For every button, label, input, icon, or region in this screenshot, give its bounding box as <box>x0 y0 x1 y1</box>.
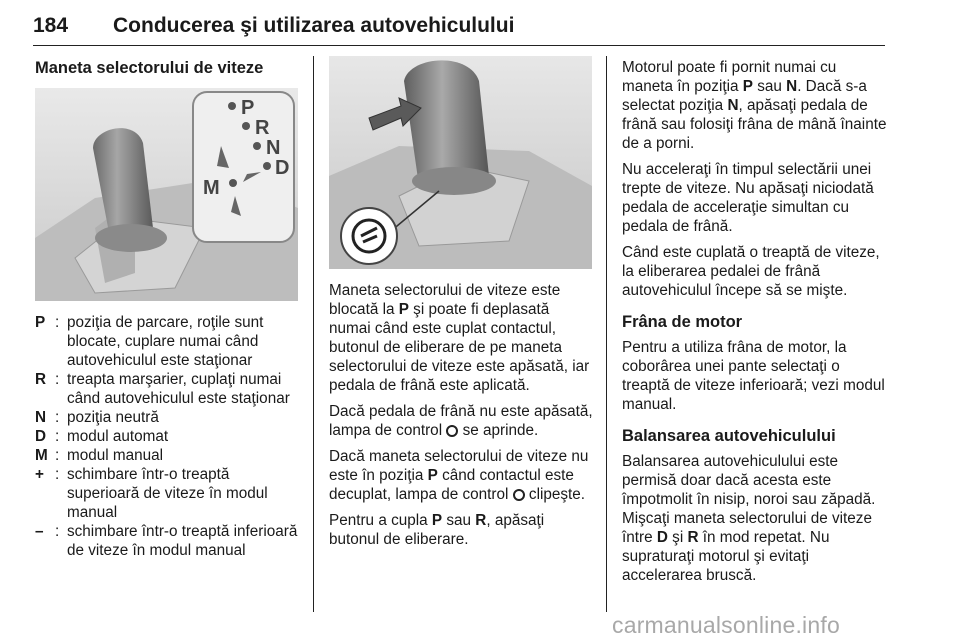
legend-sep: : <box>55 447 60 464</box>
legend-text: schimbare într-o treaptă inferioară de viteze în modul manual <box>67 523 298 559</box>
legend-row <box>35 370 301 408</box>
paragraph-engine-brake: Pentru a utiliza frâna de motor, la coborârea unei pante selectaţi o treaptă de viteze inferioară; vezi modul manual. <box>622 339 885 413</box>
legend-text: poziţia de parcare, roţile sunt blocate, cuplare numai când autovehiculul este staţionar <box>67 314 264 369</box>
gear-letter-r: R <box>255 117 270 139</box>
page-header <box>33 14 885 54</box>
brake-pedal-warning-icon <box>513 489 525 501</box>
watermark: carmanualsonline.info <box>612 612 840 638</box>
legend-key: R <box>35 371 47 388</box>
legend-key: P <box>35 314 46 331</box>
legend-sep: : <box>55 314 60 331</box>
gear-selector-illustration <box>35 88 298 301</box>
legend-sep: : <box>55 428 60 445</box>
section-title-selector-lever: Maneta selectorului de viteze <box>35 59 264 77</box>
paragraph-no-accelerate: Nu acceleraţi în timpul selectării unei trepte de viteze. Nu apăsaţi niciodată pedala de acceleraţie simultan cu pedala de frână. <box>622 161 874 235</box>
legend-row <box>35 313 301 370</box>
legend-row <box>35 446 301 465</box>
legend-text: modul manual <box>67 447 164 464</box>
legend-key: M <box>35 447 48 464</box>
legend-text: treapta marşarier, cuplaţi numai când autovehiculul este staţionar <box>67 371 290 407</box>
header-rule <box>33 45 885 46</box>
gear-letter-d: D <box>275 157 290 179</box>
paragraph-lamp-flashes: Dacă maneta selectorului de viteze nu este în poziţia P când contactul este decuplat, lampa de control clipeşte. <box>329 448 589 503</box>
column-3 <box>622 58 890 592</box>
legend-key: + <box>35 466 44 483</box>
column-divider-1 <box>313 56 314 612</box>
legend-sep: : <box>55 409 60 426</box>
legend-row <box>35 427 301 446</box>
legend-sep: : <box>55 466 60 483</box>
gear-letter-n: N <box>266 137 281 159</box>
legend-key: N <box>35 409 47 426</box>
section-title-engine-brake: Frâna de motor <box>622 313 743 331</box>
paragraph-vehicle-moves: Când este cuplată o treaptă de viteze, la eliberarea pedalei de frână autovehiculul începe să se mişte. <box>622 244 880 299</box>
legend-text: schimbare într-o treaptă superioară de viteze în modul manual <box>67 466 268 521</box>
legend-text: modul automat <box>67 428 169 445</box>
legend-row <box>35 465 301 522</box>
gear-letter-m: M <box>203 177 220 199</box>
legend-text: poziţia neutră <box>67 409 159 426</box>
legend-row <box>35 522 301 560</box>
column-1 <box>35 58 301 560</box>
legend-sep: : <box>55 371 60 388</box>
column-divider-2 <box>606 56 607 612</box>
gear-letter-p: P <box>241 97 255 119</box>
legend-key: D <box>35 428 47 445</box>
paragraph-rocking: Balansarea autovehiculului este permisă doar dacă acesta este împotmolit în nisip, noroi sau zăpadă. Mişcaţi maneta selectorului de viteze între D şi R în mod repetat. Nu supraturaţi motorul şi evitaţi accelerarea bruscă. <box>622 453 876 584</box>
legend-key: – <box>35 523 44 540</box>
paragraph-lever-locked: Maneta selectorului de viteze este blocată la P şi poate fi deplasată numai când este cuplat contactul, butonul de eliberare de pe maneta selectorului de viteze este apăsată, iar pedala de frână este aplicată. <box>329 282 590 394</box>
release-button-illustration <box>329 56 592 269</box>
chapter-title: Conducerea şi utilizarea autovehiculului <box>113 14 515 37</box>
brake-pedal-warning-icon <box>446 425 458 437</box>
legend-row <box>35 408 301 427</box>
paragraph-engage-p-r: Pentru a cupla P sau R, apăsaţi butonul de eliberare. <box>329 512 545 548</box>
page-number: 184 <box>33 14 69 37</box>
section-title-rocking: Balansarea autovehiculului <box>622 427 836 445</box>
legend-sep: : <box>55 523 60 540</box>
gear-legend <box>35 313 301 560</box>
column-2 <box>329 58 593 556</box>
paragraph-control-lamp: Dacă pedala de frână nu este apăsată, lampa de control se aprinde. <box>329 403 593 439</box>
paragraph-engine-start: Motorul poate fi pornit numai cu maneta în poziţia P sau N. Dacă s-a selectat poziţia N, apăsaţi pedala de frână sau folosiţi frâna de mână înainte de a porni. <box>622 59 887 152</box>
